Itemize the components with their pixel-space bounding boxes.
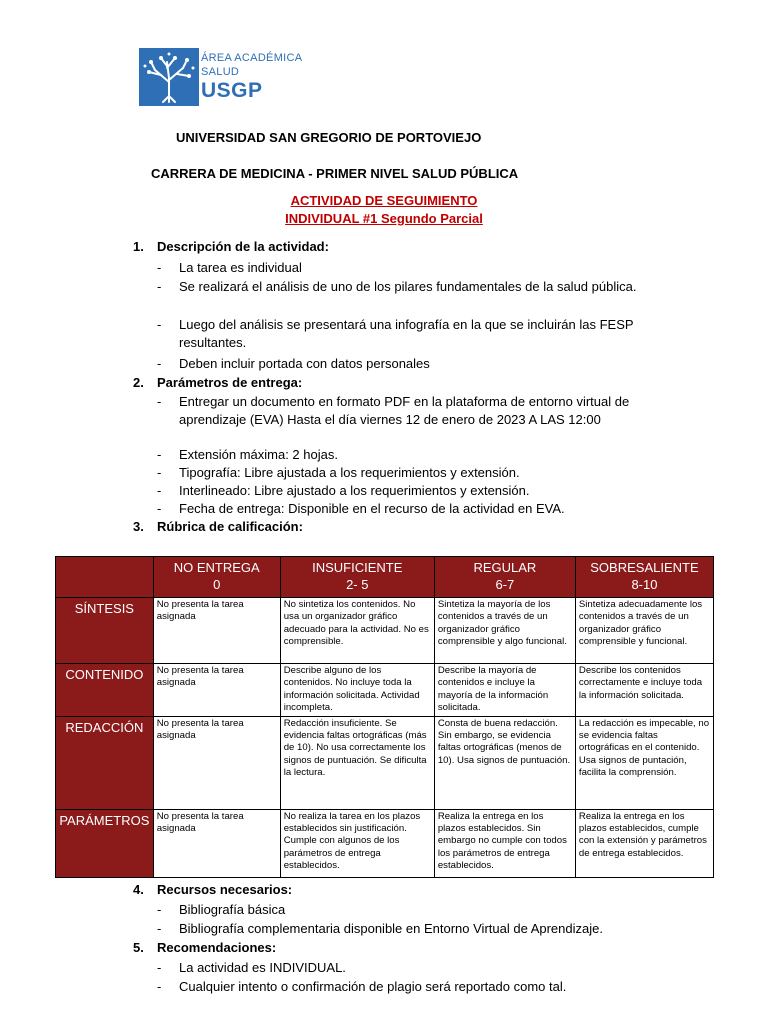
- activity-title-line-1: ACTIVIDAD DE SEGUIMIENTO: [290, 193, 478, 208]
- table-cell: Consta de buena redacción. Sin embargo, se evidencia faltas ortográficas (menos de 10). Usa signos de puntuación.: [434, 716, 575, 809]
- list-item: - Deben incluir portada con datos personales: [157, 356, 430, 371]
- row-header: REDACCIÓN: [56, 716, 154, 809]
- section-heading: [133, 519, 303, 534]
- table-cell: No presenta la tarea asignada: [153, 598, 280, 664]
- list-item: - La tarea es individual: [157, 260, 302, 275]
- section-number: 5.: [133, 940, 144, 955]
- table-cell: No sintetiza los contenidos. No usa un organizador gráfico adecuado para la actividad. No es comprensible.: [280, 598, 434, 664]
- list-item: - Tipografía: Libre ajustada a los requerimientos y extensión.: [157, 465, 520, 480]
- table-cell: No presenta la tarea asignada: [153, 809, 280, 877]
- section-title: Parámetros de entrega:: [157, 375, 303, 390]
- list-item: - Extensión máxima: 2 hojas.: [157, 447, 338, 462]
- section-number: 3.: [133, 519, 144, 534]
- logo-line-2: SALUD: [201, 66, 240, 78]
- university-title: UNIVERSIDAD SAN GREGORIO DE PORTOVIEJO: [176, 130, 482, 145]
- list-item: - Bibliografía complementaria disponible en Entorno Virtual de Aprendizaje.: [157, 921, 603, 936]
- section-heading: [133, 239, 329, 254]
- section-heading: [133, 375, 302, 390]
- table-row: [56, 664, 714, 717]
- logo-line-1: ÁREA ACADÉMICA: [201, 52, 303, 64]
- section-number: 2.: [133, 375, 144, 390]
- table-cell: Describe los contenidos correctamente e incluye toda la información solicitada.: [575, 664, 713, 717]
- list-item: - La actividad es INDIVIDUAL.: [157, 960, 346, 975]
- list-item: - Bibliografía básica: [157, 902, 286, 917]
- table-cell: Sintetiza adecuadamente los contenidos a través de un organizador gráfico comprensible y funcional.: [575, 598, 713, 664]
- table-cell: Realiza la entrega en los plazos establecidos. Sin embargo no cumple con todos los parámetros de entrega establecidos.: [434, 809, 575, 877]
- tree-icon: [139, 48, 199, 106]
- section-heading: [133, 882, 292, 897]
- list-item: - Fecha de entrega: Disponible en el recurso de la actividad en EVA.: [157, 501, 565, 516]
- career-title: CARRERA DE MEDICINA - PRIMER NIVEL SALUD PÚBLICA: [151, 166, 519, 181]
- logo-line-3: USGP: [201, 79, 263, 102]
- column-header: NO ENTREGA 0: [153, 557, 280, 598]
- table-cell: La redacción es impecable, no se evidencia faltas ortográficas en el contenido. Usa signos de puntación, facilita la comprensión.: [575, 716, 713, 809]
- row-header: CONTENIDO: [56, 664, 154, 717]
- table-corner-cell: [56, 557, 154, 598]
- table-row: [56, 809, 714, 877]
- table-row: [56, 716, 714, 809]
- usgp-logo: [139, 48, 309, 106]
- activity-title-line-2: INDIVIDUAL #1 Segundo Parcial: [285, 211, 483, 226]
- section-title: Recomendaciones:: [157, 940, 277, 955]
- table-cell: No presenta la tarea asignada: [153, 716, 280, 809]
- row-header: PARÁMETROS: [56, 809, 154, 877]
- rubric-table: [55, 556, 714, 878]
- section-number: 4.: [133, 882, 144, 897]
- table-row: [56, 598, 714, 664]
- table-cell: Sintetiza la mayoría de los contenidos a través de un organizador gráfico comprensible y algo funcional.: [434, 598, 575, 664]
- table-cell: Realiza la entrega en los plazos establecidos, cumple con la extensión y parámetros de entrega establecidos.: [575, 809, 713, 877]
- table-cell: Describe alguno de los contenidos. No incluye toda la información solicitada. Actividad incompleta.: [280, 664, 434, 717]
- list-item: - Interlineado: Libre ajustado a los requerimientos y extensión.: [157, 483, 530, 498]
- section-title: Rúbrica de calificación:: [157, 519, 303, 534]
- list-item: - Cualquier intento o confirmación de plagio será reportado como tal.: [157, 979, 567, 994]
- column-header: SOBRESALIENTE 8-10: [575, 557, 713, 598]
- table-cell: Describe la mayoría de contenidos e incluye la mayoría de la información solicitada.: [434, 664, 575, 717]
- list-item: - Se realizará el análisis de uno de los pilares fundamentales de la salud pública.: [157, 279, 637, 294]
- section-number: 1.: [133, 239, 144, 254]
- column-header: INSUFICIENTE 2- 5: [280, 557, 434, 598]
- section-title: Descripción de la actividad:: [157, 239, 329, 254]
- table-cell: Redacción insuficiente. Se evidencia faltas ortográficas (más de 10). No usa correctamente los signos de puntuación. Se dificulta la lectura.: [280, 716, 434, 809]
- column-header: REGULAR 6-7: [434, 557, 575, 598]
- section-title: Recursos necesarios:: [157, 882, 293, 897]
- section-heading: [133, 940, 276, 955]
- list-item: - Luego del análisis se presentará una infografía en la que se incluirán las FESP resultantes.: [157, 317, 634, 350]
- table-cell: No realiza la tarea en los plazos establecidos sin justificación. Cumple con algunos de los parámetros de entrega establecidos.: [280, 809, 434, 877]
- table-header-row: [56, 557, 714, 598]
- row-header: SÍNTESIS: [56, 598, 154, 664]
- table-cell: No presenta la tarea asignada: [153, 664, 280, 717]
- list-item: - Entregar un documento en formato PDF en la plataforma de entorno virtual de aprendizaje (EVA) Hasta el día viernes 12 de enero de 2023 A LAS 12:00: [157, 394, 630, 427]
